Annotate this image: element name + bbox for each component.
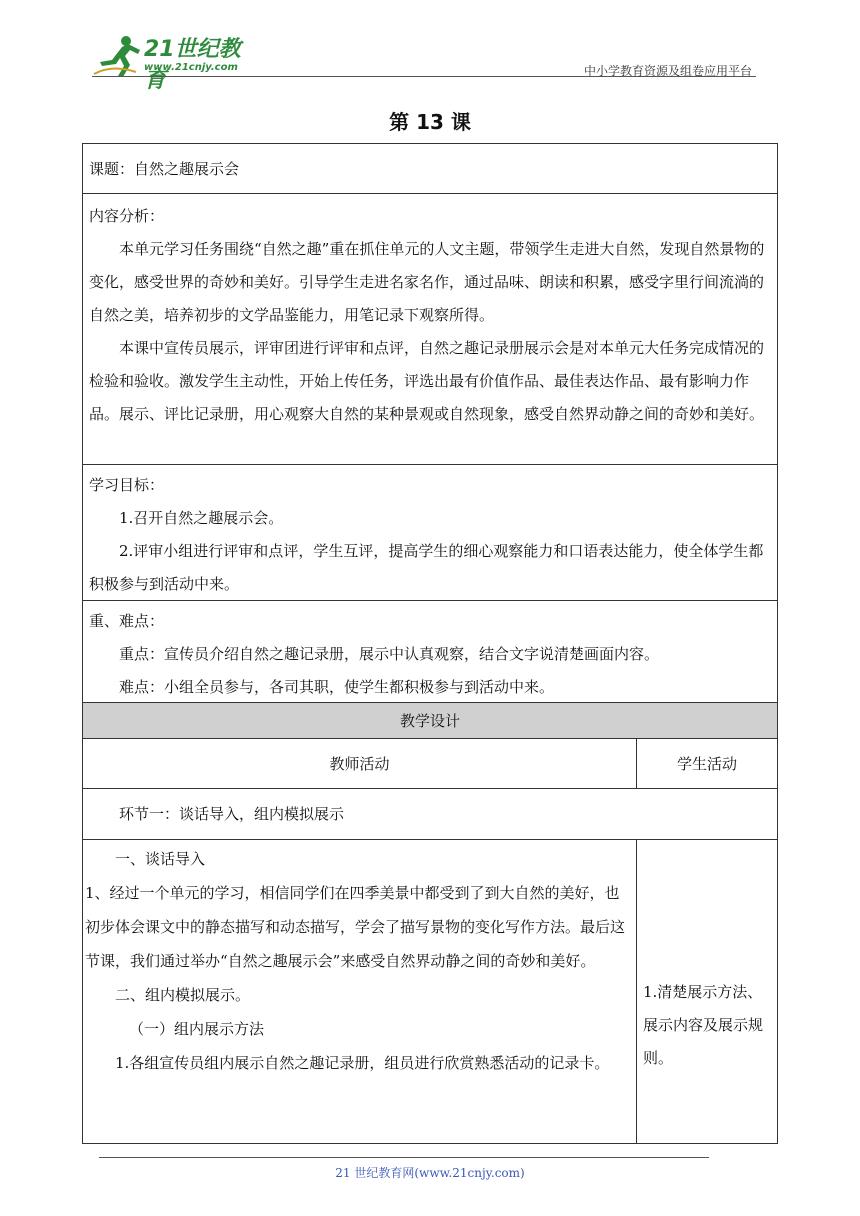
teacher-line: 一、谈话导入 [115, 850, 206, 868]
student-activity-header: 学生活动 [676, 755, 737, 773]
goals-label: 学习目标： [89, 476, 165, 494]
platform-name: 中小学教育资源及组卷应用平台 [583, 64, 752, 78]
footer-divider [99, 1157, 709, 1158]
section-one-row [82, 789, 778, 840]
content-analysis-row [82, 194, 778, 465]
teacher-line: 1、经过一个单元的学习，相信同学们在四季美景中都受到了到大自然的美好，也初步体会课文中的静态描写和动态描写，学会了描写景物的变化写作方法。最后这节课，我们通过举办“自然之趣展示会”来感受自然界动静之间的奇妙和美好。 [85, 884, 626, 970]
teacher-activity-header: 教师活动 [83, 739, 637, 788]
teacher-line: （一）组内展示方法 [129, 1020, 265, 1038]
difficult-point: 难点：小组全员参与，各司其职，使学生都积极参与到活动中来。 [119, 678, 555, 696]
footer-text: 21 世纪教育网(www.21cnjy.com) [335, 1166, 525, 1180]
page-title: 第 13 课 [389, 110, 471, 134]
teacher-line: 二、组内模拟展示。 [115, 986, 251, 1004]
goal-item: 1.召开自然之趣展示会。 [119, 509, 284, 527]
logo [92, 32, 262, 93]
teaching-design-header: 教学设计 [82, 703, 778, 739]
content-paragraph-1: 本单元学习任务围绕“自然之趣”重在抓住单元的人文主题，带领学生走进大自然，发现自然景物的变化，感受世界的奇妙和美好。引导学生走进名家名作，通过品味、朗读和积累，感受字里行间流淌的自然之美，培养初步的文学品鉴能力，用笔记录下观察所得。 [89, 240, 765, 324]
lesson-table [82, 143, 778, 1144]
logo-url: www.21cnjy.com [144, 62, 238, 73]
learning-goals-row [82, 465, 778, 601]
logo-text: 21世纪教育 [144, 37, 241, 93]
activity-headers-row [82, 739, 778, 789]
runner-logo-icon [92, 34, 142, 78]
activity-body-row [82, 840, 778, 1144]
topic-text: 课题：自然之趣展示会 [89, 160, 240, 178]
student-activity-text: 1.清楚展示方法、展示内容及展示规则。 [643, 983, 764, 1067]
student-activity-cell [637, 840, 777, 1143]
page-header [92, 26, 756, 93]
key-label: 重、难点： [89, 612, 165, 630]
key-points-row [82, 601, 778, 703]
section-one-title: 环节一：谈话导入，组内模拟展示 [119, 805, 345, 823]
goal-item: 2.评审小组进行评审和点评，学生互评，提高学生的细心观察能力和口语表达能力，使全体学生都积极参与到活动中来。 [89, 542, 764, 593]
teacher-activity-cell [83, 840, 637, 1143]
teacher-line: 1.各组宣传员组内展示自然之趣记录册，组员进行欣赏熟悉活动的记录卡。 [115, 1054, 610, 1072]
topic-row [82, 143, 778, 194]
key-point: 重点：宣传员介绍自然之趣记录册，展示中认真观察，结合文字说清楚画面内容。 [119, 645, 660, 663]
header-divider [92, 76, 756, 77]
content-label: 内容分析： [89, 207, 165, 225]
content-paragraph-2: 本课中宣传员展示，评审团进行评审和点评，自然之趣记录册展示会是对本单元大任务完成情况的检验和验收。激发学生主动性，开始上传任务，评选出最有价值作品、最佳表达作品、最有影响力作品。展示、评比记录册，用心观察大自然的某种景观或自然现象，感受自然界动静之间的奇妙和美好。 [89, 339, 765, 423]
